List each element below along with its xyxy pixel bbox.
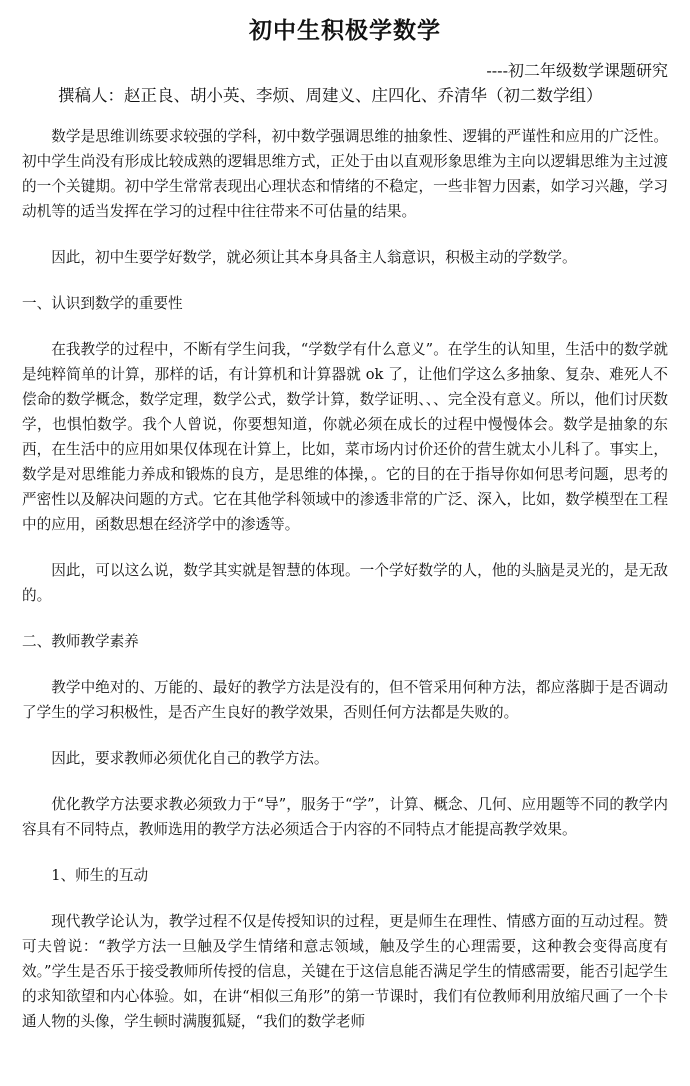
document-subtitle: ----初二年级数学课题研究 bbox=[486, 61, 668, 80]
author-line: 撰稿人：赵正良、胡小英、李烦、周建义、庄四化、乔清华（初二数学组） bbox=[58, 86, 603, 105]
intro-paragraph: 数学是思维训练要求较强的学科，初中数学强调思维的抽象性、逻辑的严谨性和应用的广泛性。初中学生尚没有形成比较成熟的逻辑思维方式，正处于由以直观形象思维为主向以逻辑思维为主过渡的一个关键期。初中学生常常表现出心理状态和情绪的不稳定，一些非智力因素，如学习兴趣，学习动机等的适当发挥在学习的过程中往往带来不可估量的结果。 bbox=[22, 128, 668, 220]
section-paragraph: 在我教学的过程中，不断有学生问我，“学数学有什么意义”。在学生的认知里，生活中的数学就是纯粹简单的计算，那样的话，有计算机和计算器就 ok 了，让他们学这么多抽象、复杂、难死人不偿命的数学概念，数学定理，数学公式，数学计算，数学证明、、、完全没有意义。所以，他们讨厌数学，也惧怕数学。我个人曾说，你要想知道，你就必须在成长的过程中慢慢体会。数学是抽象的东西，在生活中的应用如果仅体现在计算上，比如，菜市场内讨价还价的营生就太小儿科了。事实上，数学是对思维能力养成和锻炼的良方，是思维的体操，。它的目的在于指导你如何思考问题，思考的严密性以及解决问题的方式。它在其他学科领域中的渗透非常的广泛、深入，比如，数学模型在工程中的应用，函数思想在经济学中的渗透等。 bbox=[22, 341, 668, 533]
section-paragraph: 教学中绝对的、万能的、最好的教学方法是没有的，但不管采用何种方法，都应落脚于是否调动了学生的学习积极性，是否产生良好的教学效果，否则任何方法都是失败的。 bbox=[22, 679, 668, 721]
section-heading: 一、认识到数学的重要性 bbox=[22, 295, 183, 312]
document-title: 初中生积极学数学 bbox=[249, 18, 441, 44]
section-paragraph: 优化教学方法要求教必须致力于“导”，服务于“学”，计算、概念、几何、应用题等不同的教学内容具有不同特点，教师选用的教学方法必须适合于内容的不同特点才能提高教学效果。 bbox=[22, 796, 668, 838]
section-heading: 二、教师教学素养 bbox=[22, 633, 139, 650]
document-body bbox=[22, 124, 668, 1055]
intro-paragraph: 因此，初中生要学好数学，就必须让其本身具备主人翁意识，积极主动的学数学。 bbox=[51, 249, 577, 266]
subsection-paragraph: 现代教学论认为，教学过程不仅是传授知识的过程，更是师生在理性、情感方面的互动过程。赞可夫曾说：“教学方法一旦触及学生情绪和意志领域，触及学生的心理需要，这种教会变得高度有效。”学生是否乐于接受教师所传授的信息，关键在于这信息能否满足学生的情感需要，能否引起学生的求知欲望和内心体验。如，在讲“相似三角形”的第一节课时，我们有位教师利用放缩尺画了一个卡通人物的头像，学生顿时满腹狐疑，“我们的数学老师 bbox=[22, 913, 668, 1030]
subsection-heading: 1、师生的互动 bbox=[51, 867, 149, 884]
section-paragraph: 因此，可以这么说，数学其实就是智慧的体现。一个学好数学的人，他的头脑是灵光的，是无敌的。 bbox=[22, 562, 668, 604]
section-paragraph: 因此，要求教师必须优化自己的教学方法。 bbox=[51, 750, 329, 767]
